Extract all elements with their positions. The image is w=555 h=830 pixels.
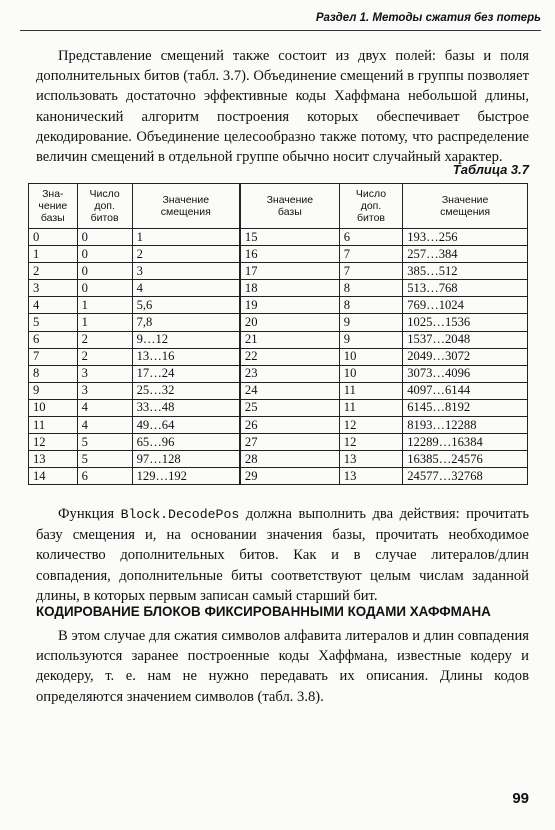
table-cell: 22	[240, 348, 339, 365]
table-cell: 14	[29, 468, 78, 485]
table-row	[29, 314, 528, 331]
table-cell: 257…384	[403, 246, 528, 263]
table-cell: 1	[132, 229, 240, 246]
table-cell: 7,8	[132, 314, 240, 331]
table-row	[29, 331, 528, 348]
table-cell: 13	[339, 451, 402, 468]
table-cell: 0	[77, 263, 132, 280]
paragraph-offsets-intro: Представление смещений также состоит из двух полей: базы и поля дополнительных битов (табл. 3.7). Объединение смещений в группы позволяет использовать достаточно эффективные коды Хаффмана небольшой длины, канонический алгоритм построения которых обеспечивает быстрое декодирование. Объединение целесообразно также потому, что распределение величин смещений в отдельной группе обычно носит случайный характер.	[36, 48, 529, 166]
table-cell: 4	[77, 399, 132, 416]
table-cell: 10	[339, 365, 402, 382]
table-cell: 23	[240, 365, 339, 382]
table-cell: 4	[29, 297, 78, 314]
table-cell: 13…16	[132, 348, 240, 365]
table-cell: 29	[240, 468, 339, 485]
column-header: Значение смещения	[132, 184, 240, 229]
table-cell: 1	[77, 314, 132, 331]
column-header: Число доп. битов	[77, 184, 132, 229]
table-cell: 1	[77, 297, 132, 314]
table-cell: 33…48	[132, 399, 240, 416]
table-row	[29, 280, 528, 297]
table-cell: 18	[240, 280, 339, 297]
table-cell: 11	[339, 399, 402, 416]
table-cell: 19	[240, 297, 339, 314]
table-row	[29, 297, 528, 314]
table-cell: 12	[29, 434, 78, 451]
table-cell: 2	[132, 246, 240, 263]
table-cell: 5	[29, 314, 78, 331]
table-row	[29, 399, 528, 416]
page-number: 99	[512, 790, 529, 807]
table-cell: 12289…16384	[403, 434, 528, 451]
table-row	[29, 382, 528, 399]
table-cell: 11	[339, 382, 402, 399]
table-cell: 49…64	[132, 417, 240, 434]
table-cell: 2049…3072	[403, 348, 528, 365]
table-cell: 6	[29, 331, 78, 348]
table-row	[29, 434, 528, 451]
table-cell: 0	[77, 280, 132, 297]
table-cell: 11	[29, 417, 78, 434]
table-cell: 6	[339, 229, 402, 246]
table-cell: 10	[339, 348, 402, 365]
table-cell: 1025…1536	[403, 314, 528, 331]
table-cell: 13	[339, 468, 402, 485]
table-cell: 10	[29, 399, 78, 416]
table-cell: 8	[339, 297, 402, 314]
paragraph-decodepos	[36, 504, 529, 606]
column-header: Значение базы	[240, 184, 339, 229]
table-row	[29, 365, 528, 382]
table-cell: 13	[29, 451, 78, 468]
table-cell: 193…256	[403, 229, 528, 246]
table-cell: 24	[240, 382, 339, 399]
offsets-table	[28, 183, 528, 485]
table-cell: 20	[240, 314, 339, 331]
table-cell: 5	[77, 451, 132, 468]
table-cell: 2	[77, 331, 132, 348]
table-cell: 25…32	[132, 382, 240, 399]
table-cell: 4097…6144	[403, 382, 528, 399]
section-heading: КОДИРОВАНИЕ БЛОКОВ ФИКСИРОВАННЫМИ КОДАМИ ХАФФМАНА	[36, 604, 491, 619]
table-cell: 0	[77, 246, 132, 263]
table-cell: 6145…8192	[403, 399, 528, 416]
table-cell: 2	[29, 263, 78, 280]
paragraph-fixed-codes: В этом случае для сжатия символов алфавита литералов и длин совпадения используются заранее построенные коды Хаффмана, известные кодеру и декодеру, т. е. нам не нужно передавать их описания. Длины кодов определяются значением символов (табл. 3.8).	[36, 628, 529, 705]
table-cell: 5	[77, 434, 132, 451]
table-cell: 0	[29, 229, 78, 246]
table-cell: 17…24	[132, 365, 240, 382]
table-cell: 3	[77, 365, 132, 382]
table-cell: 4	[132, 280, 240, 297]
table-cell: 25	[240, 399, 339, 416]
table-cell: 1	[29, 246, 78, 263]
table-cell: 8	[339, 280, 402, 297]
table-row	[29, 451, 528, 468]
table-cell: 97…128	[132, 451, 240, 468]
header-rule	[20, 30, 541, 31]
table-row	[29, 468, 528, 485]
table-cell: 27	[240, 434, 339, 451]
table-cell: 9…12	[132, 331, 240, 348]
running-header: Раздел 1. Методы сжатия без потерь	[315, 12, 541, 24]
column-header: Значение смещения	[403, 184, 528, 229]
table-cell: 3	[29, 280, 78, 297]
table-cell: 4	[77, 417, 132, 434]
paragraph-text: Функция	[58, 506, 121, 522]
table-header-row	[29, 184, 528, 229]
table-cell: 7	[339, 263, 402, 280]
column-header: Зна- чение базы	[29, 184, 78, 229]
table-cell: 15	[240, 229, 339, 246]
table-cell: 28	[240, 451, 339, 468]
table-cell: 129…192	[132, 468, 240, 485]
table-caption: Таблица 3.7	[452, 162, 529, 177]
table-cell: 65…96	[132, 434, 240, 451]
table-cell: 6	[77, 468, 132, 485]
column-header: Число доп. битов	[339, 184, 402, 229]
table-cell: 21	[240, 331, 339, 348]
table-cell: 3073…4096	[403, 365, 528, 382]
table-cell: 7	[339, 246, 402, 263]
paragraph-text: должна выполнить два действия: прочитать базу смещения и, на основании значения базы, прочитать необходимое количество дополнительных битов. Как и в случае литералов/длин совпадения, дополнительные биты соответствуют целым числам заданной длины, в которых первым записан самый старший бит.	[36, 506, 529, 604]
table-cell: 7	[29, 348, 78, 365]
table-cell: 2	[77, 348, 132, 365]
code-identifier: Block.DecodePos	[120, 507, 240, 522]
table-cell: 3	[77, 382, 132, 399]
table-cell: 8	[29, 365, 78, 382]
table-cell: 9	[339, 331, 402, 348]
table-cell: 0	[77, 229, 132, 246]
table-cell: 9	[29, 382, 78, 399]
table-cell: 513…768	[403, 280, 528, 297]
table-cell: 12	[339, 434, 402, 451]
table-cell: 9	[339, 314, 402, 331]
table-cell: 16	[240, 246, 339, 263]
table-cell: 24577…32768	[403, 468, 528, 485]
table-cell: 769…1024	[403, 297, 528, 314]
table-cell: 385…512	[403, 263, 528, 280]
table-cell: 1537…2048	[403, 331, 528, 348]
table-row	[29, 263, 528, 280]
table-cell: 3	[132, 263, 240, 280]
table-cell: 17	[240, 263, 339, 280]
table-cell: 5,6	[132, 297, 240, 314]
table-row	[29, 246, 528, 263]
table-row	[29, 417, 528, 434]
table-cell: 26	[240, 417, 339, 434]
table-body	[29, 229, 528, 485]
table-row	[29, 229, 528, 246]
table-row	[29, 348, 528, 365]
table-cell: 8193…12288	[403, 417, 528, 434]
table-cell: 12	[339, 417, 402, 434]
table-cell: 16385…24576	[403, 451, 528, 468]
